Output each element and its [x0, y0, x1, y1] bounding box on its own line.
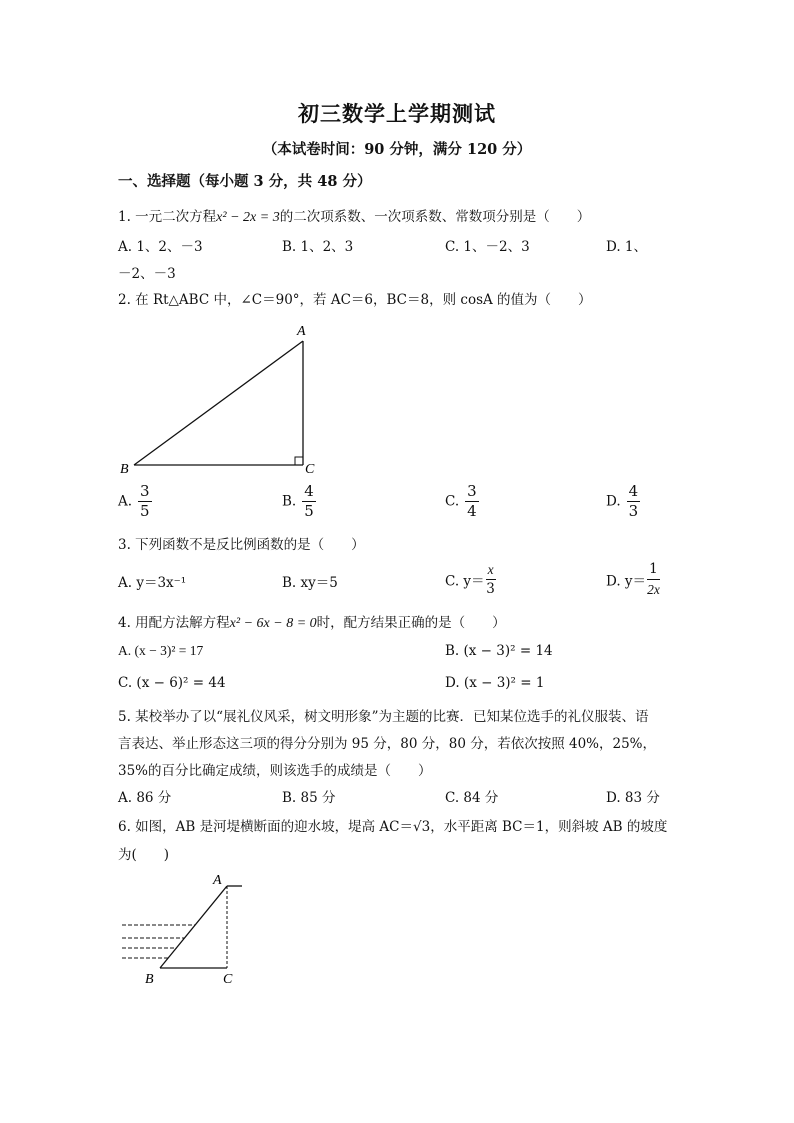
question-5-line-2: 言表达、举止形态这三项的得分分别为 95 分，80 分，80 分，若依次按照 40%，25%，: [118, 736, 657, 752]
q3-option-a: A. y＝3x⁻¹: [118, 575, 187, 591]
q1-option-d: D. 1、: [606, 239, 648, 255]
question-1-prefix: 1. 一元二次方程: [118, 209, 217, 225]
slope-ab: [160, 886, 227, 968]
page-title: 初三数学上学期测试: [298, 101, 496, 126]
right-triangle-figure: [110, 318, 330, 478]
question-1: [118, 205, 590, 226]
vertex-a-label: A: [213, 873, 222, 888]
question-4-equation: x² − 6x − 8 = 0: [229, 616, 317, 631]
question-6-line-1: 6. 如图，AB 是河堤横断面的迎水坡，堤高 AC＝√3，水平距离 BC＝1，则斜坡 AB 的坡度: [118, 819, 668, 835]
vertex-b-label: B: [120, 462, 129, 477]
q2-option-d: D. $\frac{4}{3}$: [606, 482, 639, 520]
q5-option-a: A. 86 分: [118, 790, 172, 806]
q2-option-a: A. $\frac{3}{5}$: [118, 482, 150, 520]
vertex-c-label: C: [223, 972, 233, 987]
question-5-line-3: 35%的百分比确定成绩，则该选手的成绩是（ ）: [118, 763, 432, 779]
right-angle-mark: [295, 457, 303, 465]
q1-option-c: C. 1、－2、3: [445, 239, 530, 255]
question-5-line-1: 5. 某校举办了以“展礼仪风采，树文明形象”为主题的比赛．已知某位选手的礼仪服装、语: [118, 709, 649, 725]
q2-option-b: B. $\frac{4}{5}$: [282, 482, 314, 520]
question-1-suffix: 的二次项系数、一次项系数、常数项分别是（ ）: [279, 209, 591, 225]
question-4-suffix: 时，配方结果正确的是（ ）: [316, 615, 506, 631]
q1-option-b: B. 1、2、3: [282, 239, 354, 255]
q2-option-c: C. $\frac{3}{4}$: [445, 482, 477, 520]
q4-option-c: C. (x − 6)² = 44: [118, 675, 226, 691]
question-4: [118, 611, 506, 632]
embankment-figure: [115, 868, 255, 993]
q3-option-c: C. y＝ $\frac{x}{3}$: [445, 562, 495, 597]
question-2: 2. 在 Rt△ABC 中，∠C＝90°，若 AC＝6，BC＝8，则 cosA 的值为（ ）: [118, 292, 592, 308]
q3-option-b: B. xy＝5: [282, 575, 338, 591]
q4-option-a: A. (x − 3)² = 17: [118, 643, 204, 658]
q4-option-d: D. (x − 3)² = 1: [445, 675, 545, 691]
q1-option-a: A. 1、2、－3: [118, 239, 203, 255]
q1-option-d-continued: －2、－3: [118, 266, 176, 282]
q3-option-d: D. y＝ $\frac{1}{2x}$: [606, 561, 660, 597]
question-4-prefix: 4. 用配方法解方程: [118, 615, 230, 631]
question-6-line-2: 为( ): [118, 847, 170, 863]
question-3: 3. 下列函数不是反比例函数的是（ ）: [118, 537, 365, 553]
side-ab: [134, 341, 303, 465]
q5-option-b: B. 85 分: [282, 790, 336, 806]
q4-option-b: B. (x − 3)² = 14: [445, 643, 553, 659]
vertex-c-label: C: [305, 462, 315, 477]
vertex-a-label: A: [297, 324, 306, 339]
exam-info: （本试卷时间：90 分钟，满分 120 分）: [262, 141, 532, 158]
section-heading: 一、选择题（每小题 3 分，共 48 分）: [118, 173, 372, 190]
q5-option-d: D. 83 分: [606, 790, 660, 806]
q5-option-c: C. 84 分: [445, 790, 499, 806]
question-1-equation: x² − 2x = 3: [216, 210, 280, 225]
vertex-b-label: B: [145, 972, 154, 987]
